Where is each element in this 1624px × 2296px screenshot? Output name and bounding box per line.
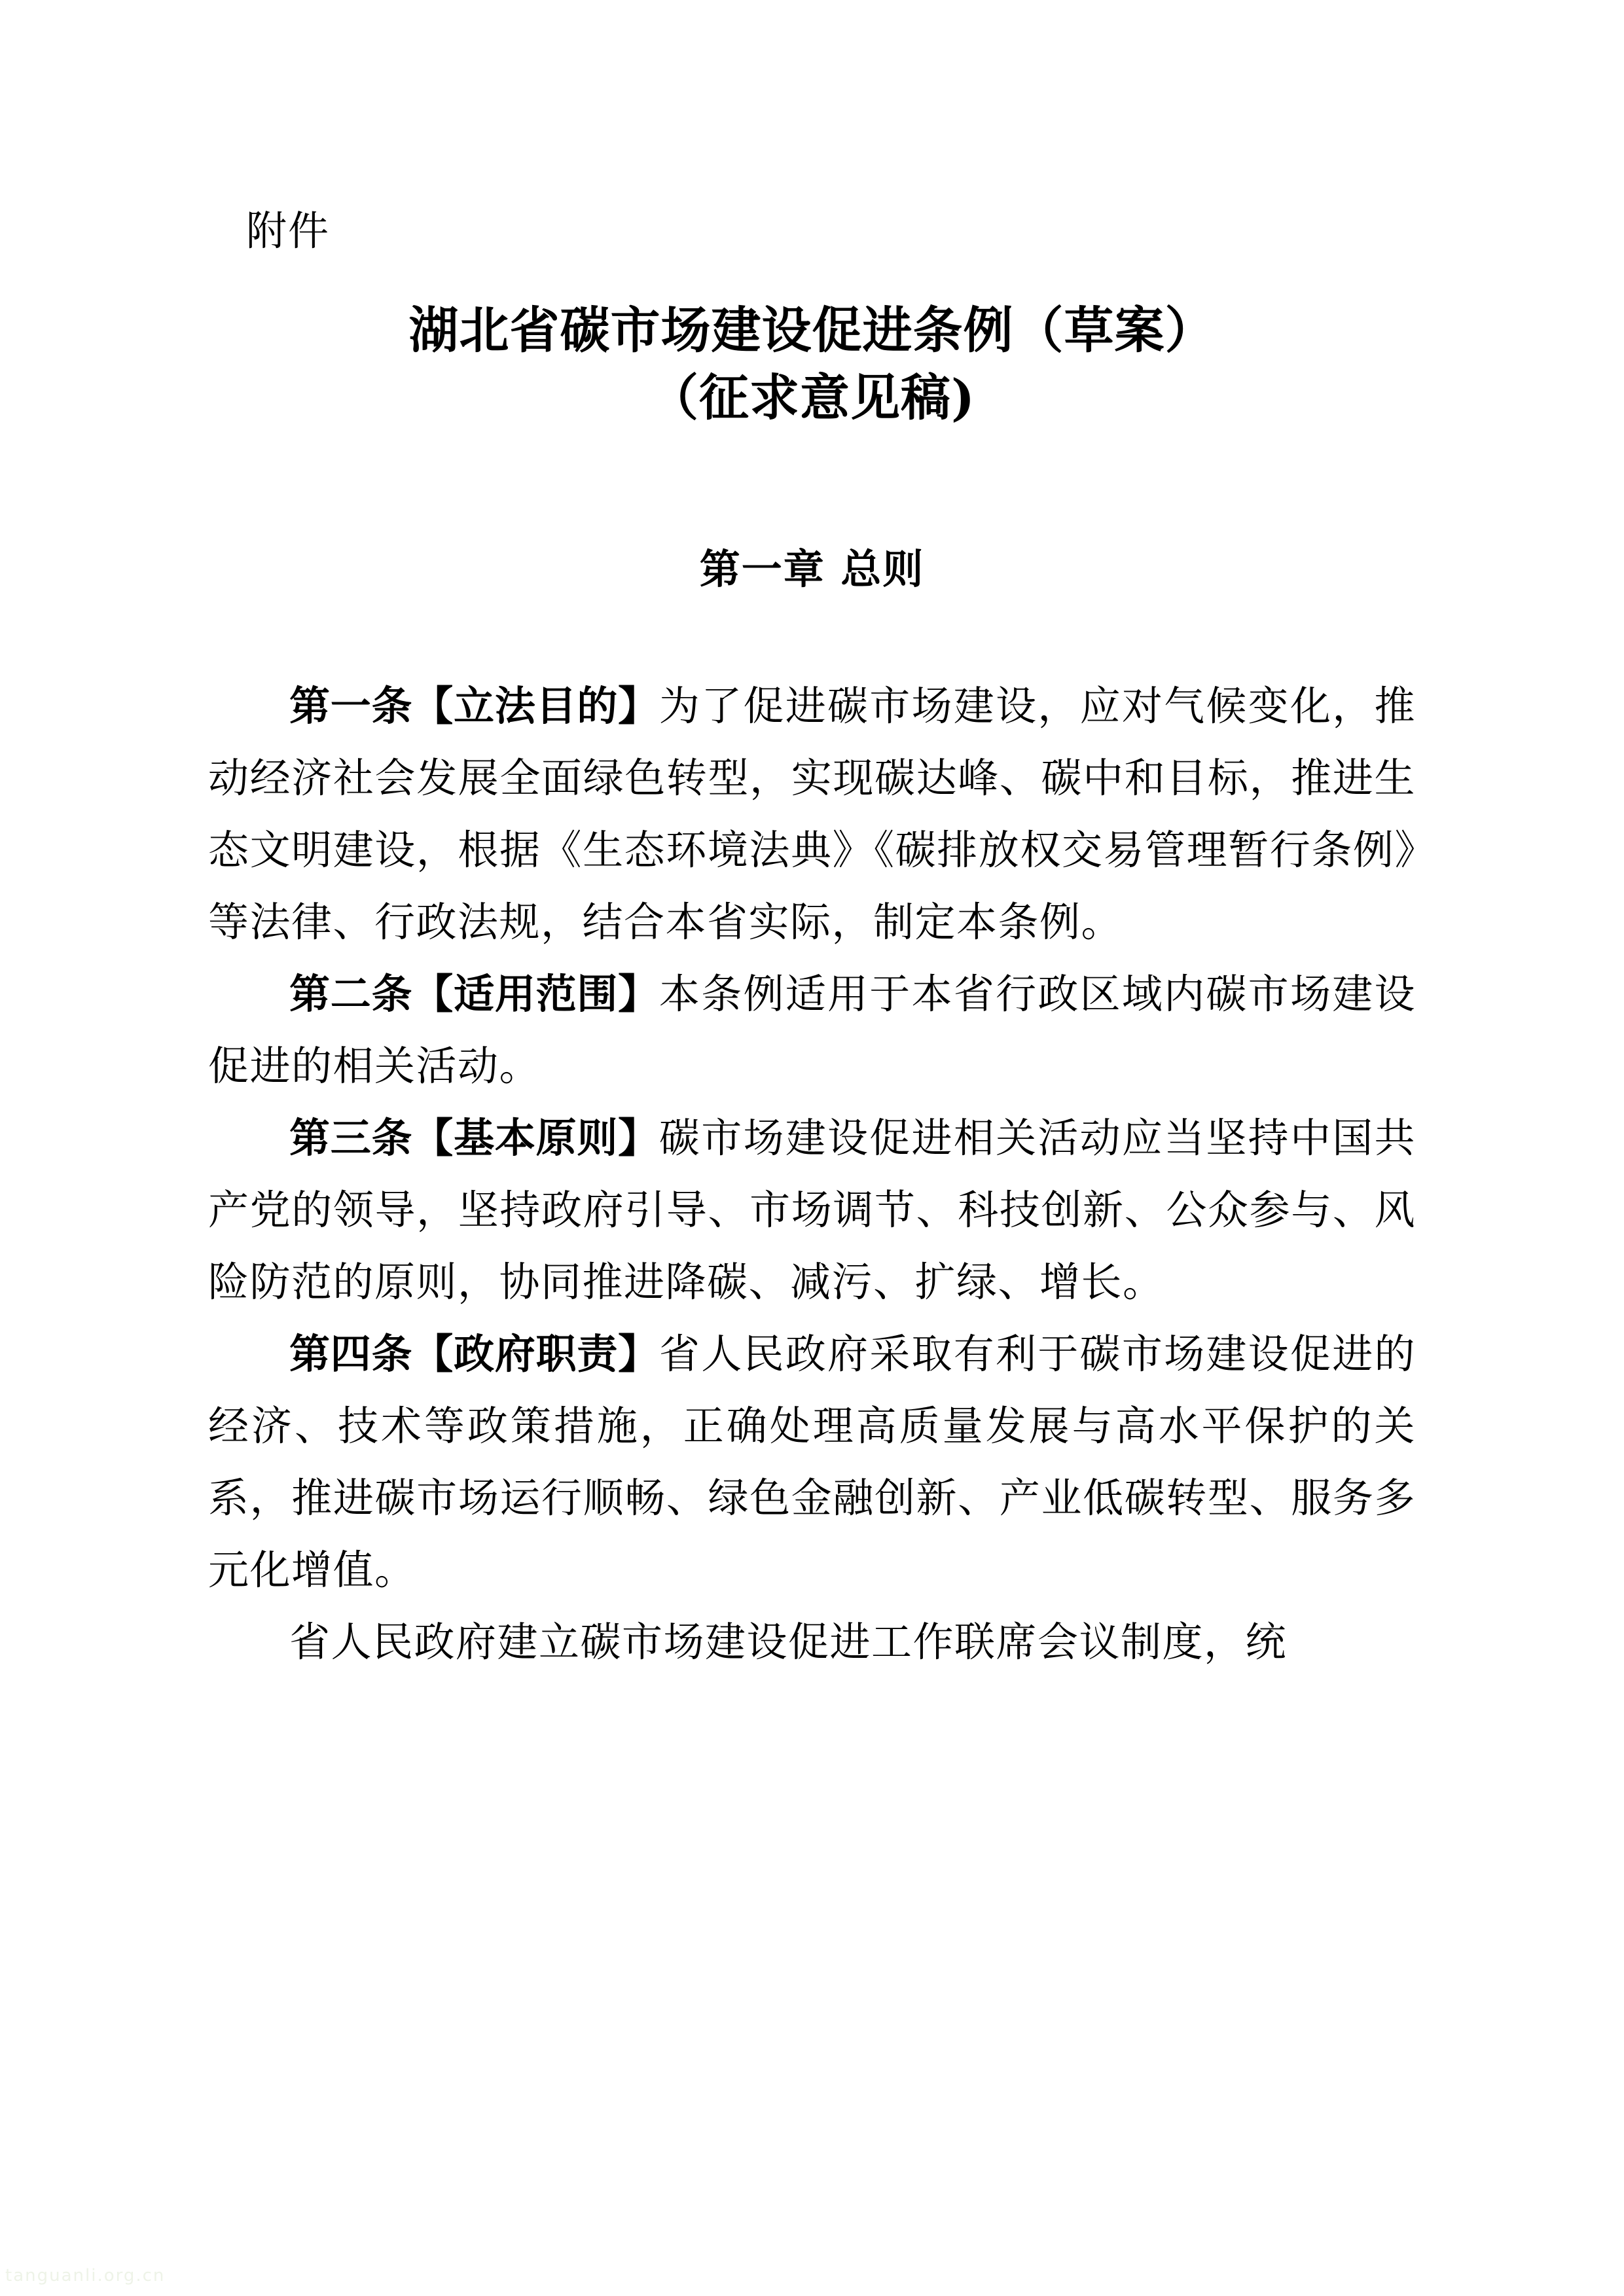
article-body: 省人民政府建立碳市场建设促进工作联席会议制度，统 xyxy=(289,1618,1288,1666)
article-marker: 第二条【适用范围】 xyxy=(289,970,659,1018)
article-paragraph xyxy=(208,1606,1416,1678)
article-body: 为了促进碳市场建设，应对气候变化，推动经济社会发展全面绿色转型，实现碳达峰、碳中和目标，推进生态文明建设，根据《生态环境法典》《碳排放权交易管理暂行条例》等法律、行政法规，结合本省实际，制定本条例。 xyxy=(208,682,1416,946)
articles-list xyxy=(208,670,1416,1678)
page-title: 湖北省碳市场建设促进条例（草案） xyxy=(408,301,1216,359)
chapter-heading: 第一章 总则 xyxy=(699,545,925,594)
article-marker: 第四条【政府职责】 xyxy=(289,1330,659,1378)
article-paragraph xyxy=(208,670,1416,958)
page-subtitle: （征求意见稿) xyxy=(649,368,975,427)
article-body: 碳市场建设促进相关活动应当坚持中国共产党的领导，坚持政府引导、市场调节、科技创新、公众参与、风险防范的原则，协同推进降碳、减污、扩绿、增长。 xyxy=(208,1114,1416,1306)
attachment-label: 附件 xyxy=(246,207,331,255)
site-watermark: tanguanli.org.cn xyxy=(5,2266,166,2286)
document-content-column xyxy=(208,0,1416,1678)
article-paragraph xyxy=(208,958,1416,1102)
article-body: 本条例适用于本省行政区域内碳市场建设促进的相关活动。 xyxy=(208,970,1416,1090)
article-body: 省人民政府采取有利于碳市场建设促进的经济、技术等政策措施，正确处理高质量发展与高水平保护的关系，推进碳市场运行顺畅、绿色金融创新、产业低碳转型、服务多元化增值。 xyxy=(208,1330,1416,1594)
article-marker: 第三条【基本原则】 xyxy=(289,1114,659,1162)
article-paragraph xyxy=(208,1318,1416,1606)
article-marker: 第一条【立法目的】 xyxy=(289,682,659,730)
article-paragraph xyxy=(208,1102,1416,1318)
